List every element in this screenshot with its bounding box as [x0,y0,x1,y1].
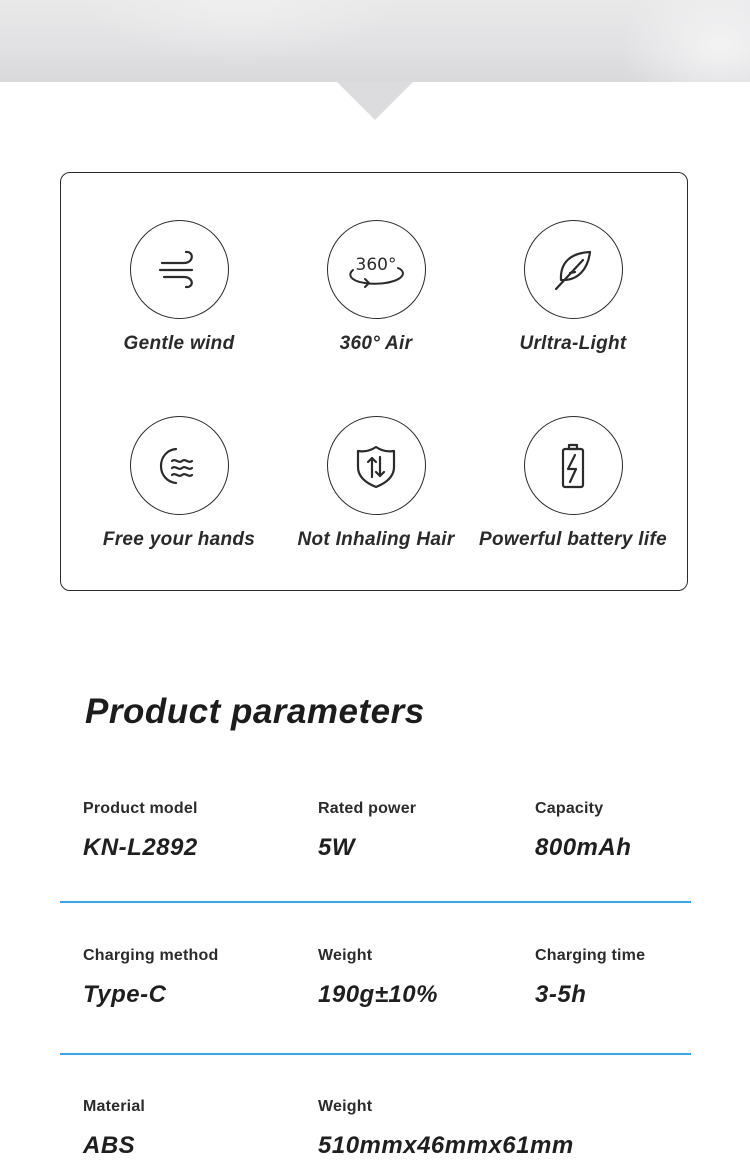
airflow-icon [154,441,204,491]
param-product-model [83,800,198,862]
feature-icon-circle [327,416,426,515]
shield-icon [351,441,401,491]
param-label: Capacity [535,800,604,817]
param-rated-power [318,800,416,862]
param-charging-method [83,947,218,1009]
feature-gentle-wind [79,220,279,355]
hero-sheen [80,0,400,60]
rotate-360-text: 360° [355,254,397,275]
feature-label: Not Inhaling Hair [297,529,455,550]
row-divider [60,1053,691,1055]
section-title: Product parameters [85,692,425,731]
param-charging-time [535,947,645,1009]
hero-image [0,0,750,82]
param-label: Material [83,1098,146,1115]
param-value: ABS [83,1132,136,1159]
param-label: Weight [318,947,373,964]
param-label: Charging method [83,947,219,964]
feature-label: Urltra-Light [519,333,627,354]
param-weight [318,947,438,1009]
feature-label: Gentle wind [123,333,235,354]
feature-icon-circle [130,220,229,319]
leaf-icon [548,245,598,295]
feature-label: Powerful battery life [479,529,667,550]
feature-ultra-light [473,220,673,355]
feature-icon-circle [524,416,623,515]
row-divider [60,901,691,903]
feature-icon-circle [524,220,623,319]
rotate-360-icon [343,245,409,295]
feature-360-air [276,220,476,355]
hero-notch [337,82,413,120]
feature-label: 360° Air [339,333,413,354]
wind-icon [154,245,204,295]
hero-sheen [620,0,750,82]
feature-icon-circle [130,416,229,515]
param-label: Weight [318,1098,373,1115]
param-capacity [535,800,631,862]
param-value: 800mAh [535,834,632,861]
param-label: Charging time [535,947,646,964]
param-value: 5W [318,834,355,861]
feature-card [60,172,688,591]
param-label: Product model [83,800,198,817]
feature-not-inhaling-hair [276,416,476,551]
feature-battery-life [473,416,673,551]
feature-free-your-hands [79,416,279,551]
param-value: 3-5h [535,981,587,1008]
param-label: Rated power [318,800,417,817]
param-value: Type-C [83,981,167,1008]
battery-icon [548,441,598,491]
feature-label: Free your hands [102,529,256,550]
param-value: KN-L2892 [83,834,198,861]
param-value: 190g±10% [318,981,438,1008]
feature-icon-circle [327,220,426,319]
param-value: 510mmx46mmx61mm [318,1132,574,1159]
